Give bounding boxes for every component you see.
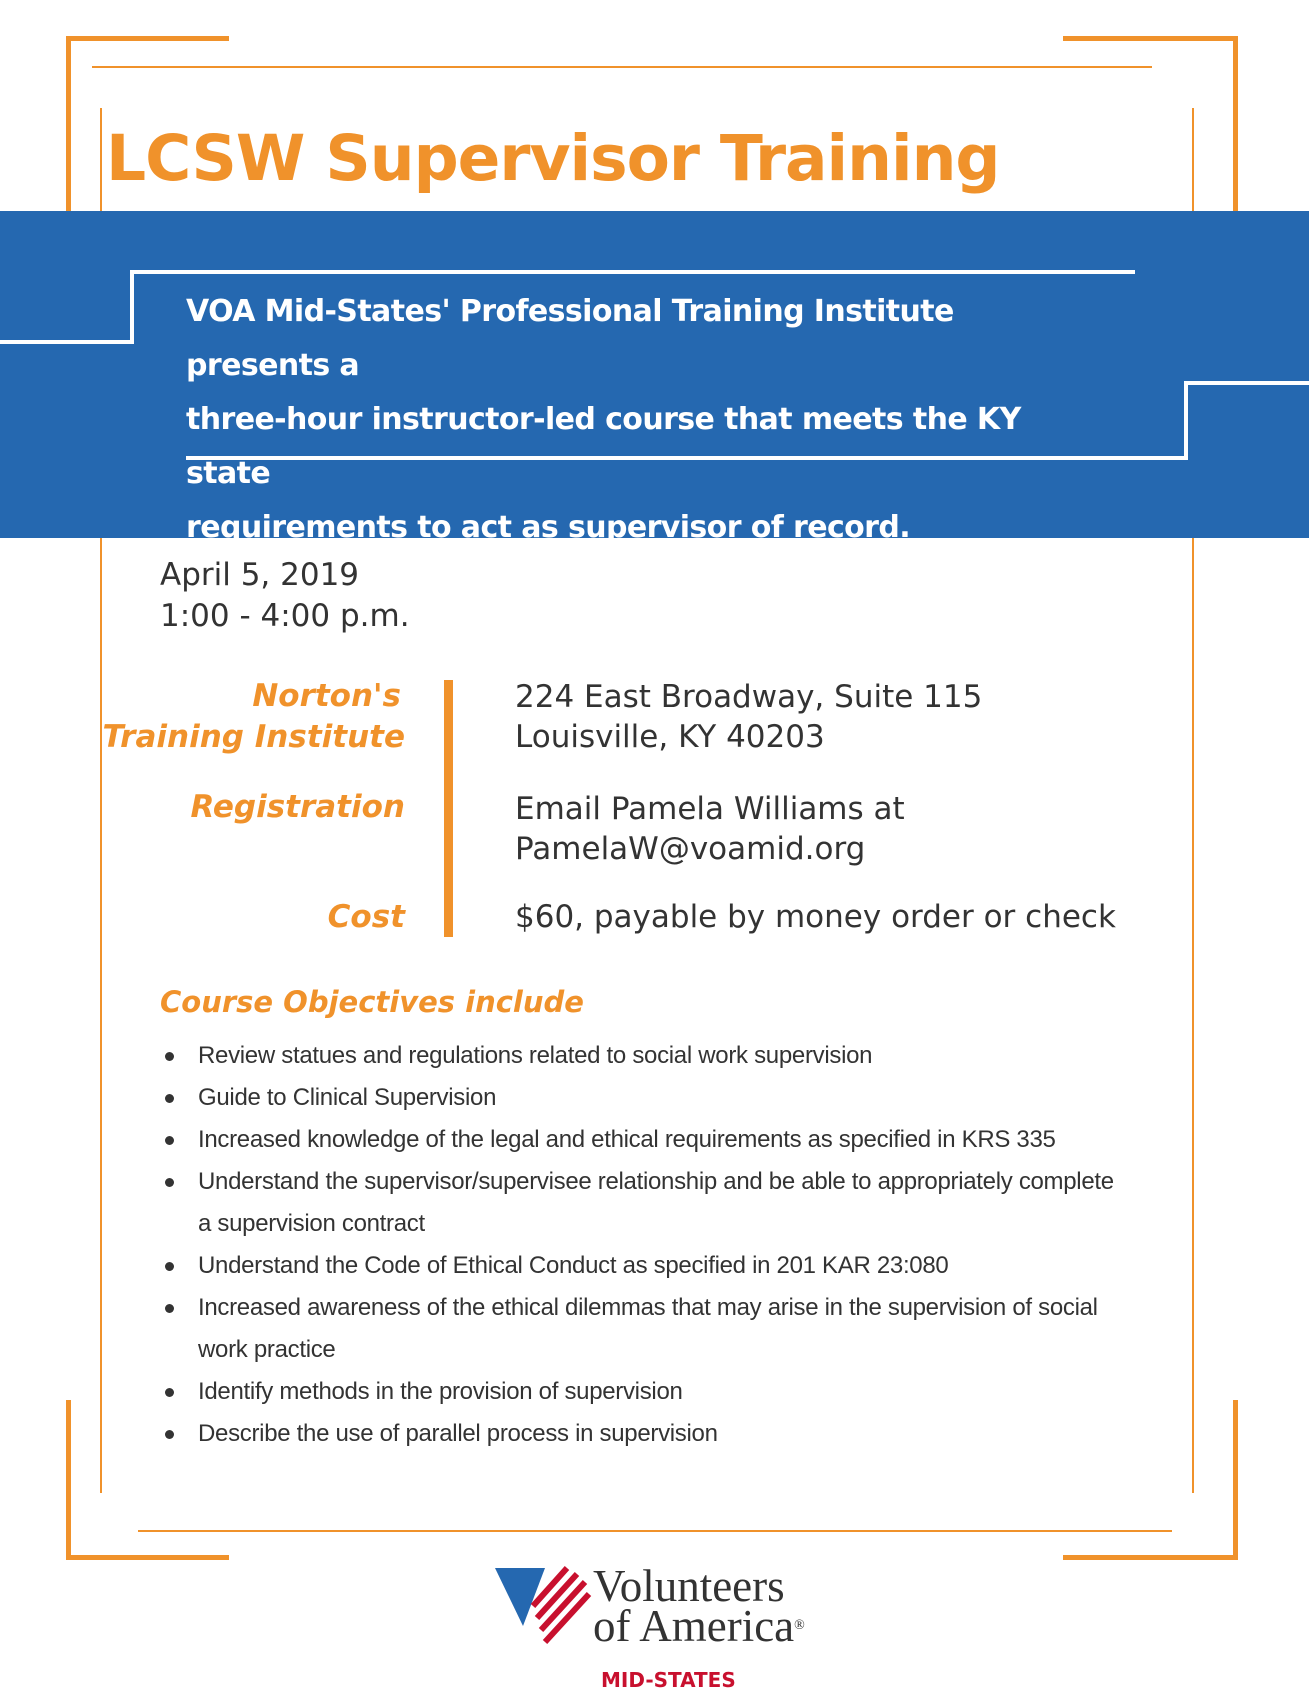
list-item-text: Increased awareness of the ethical dilemmas that may arise in the supervision of social work practice	[198, 1294, 1098, 1363]
bullet-icon	[165, 1304, 174, 1313]
voa-logo	[493, 1561, 823, 1696]
objectives-heading: Course Objectives include	[160, 985, 584, 1019]
list-item-text: Guide to Clinical Supervision	[198, 1084, 497, 1111]
frame-body-right-line	[1192, 538, 1194, 1493]
frame-top-right-vertical	[1233, 36, 1238, 212]
list-item	[160, 1161, 1120, 1245]
list-item	[160, 1077, 1120, 1119]
frame-top-left-horizontal	[66, 36, 229, 41]
page-title: LCSW Supervisor Training	[106, 122, 1000, 195]
voa-logo-subtitle: MID-STATES	[601, 1668, 736, 1692]
voa-logo-name-line-2-wrap	[593, 1601, 805, 1651]
location-label	[102, 676, 405, 758]
frame-bottom-right-vertical	[1233, 1400, 1238, 1560]
voa-logo-name-line-2: of America	[593, 1601, 795, 1651]
banner-line-3: requirements to act as supervisor of record.	[186, 510, 911, 545]
list-item-text: Understand the supervisor/supervisee relationship and be able to appropriately complete a supervision contract	[198, 1168, 1114, 1237]
registered-mark: ®	[794, 1618, 805, 1633]
voa-logo-name-line-1: Volunteers	[593, 1561, 785, 1611]
frame-inner-bottom-line	[138, 1530, 1172, 1532]
banner-line-left	[0, 340, 134, 344]
event-date: April 5, 2019	[160, 557, 360, 593]
banner-line-2: three-hour instructor-led course that meets the KY state	[186, 402, 1021, 491]
list-item-text: Describe the use of parallel process in supervision	[198, 1420, 718, 1447]
list-item-text: Review statues and regulations related to social work supervision	[198, 1042, 873, 1069]
bullet-icon	[165, 1094, 174, 1103]
registration-label: Registration	[190, 789, 405, 825]
list-item-text: Understand the Code of Ethical Conduct as specified in 201 KAR 23:080	[198, 1252, 949, 1279]
event-datetime	[160, 555, 410, 637]
event-time: 1:00 - 4:00 p.m.	[160, 598, 410, 634]
bullet-icon	[165, 1178, 174, 1187]
frame-top-left-vertical	[66, 36, 71, 212]
frame-inner-left-line	[100, 108, 102, 211]
location-label-line-2: Training Institute	[102, 719, 405, 755]
frame-inner-top-line	[92, 66, 1152, 68]
list-item	[160, 1119, 1120, 1161]
objectives-list	[160, 1035, 1120, 1455]
cost-value: $60, payable by money order or check	[515, 899, 1116, 935]
list-item	[160, 1035, 1120, 1077]
location-label-line-1: Norton's	[252, 678, 401, 714]
bullet-icon	[165, 1052, 174, 1061]
bullet-icon	[165, 1430, 174, 1439]
banner-line-right	[1184, 381, 1309, 385]
list-item	[160, 1287, 1120, 1371]
cost-label: Cost	[327, 899, 405, 935]
banner-description	[186, 285, 1086, 555]
bullet-icon	[165, 1388, 174, 1397]
list-item	[160, 1371, 1120, 1413]
frame-bottom-right-horizontal	[1063, 1555, 1238, 1560]
frame-top-right-horizontal	[1063, 36, 1237, 41]
list-item-text: Increased knowledge of the legal and ethical requirements as specified in KRS 335	[198, 1126, 1056, 1153]
bullet-icon	[165, 1262, 174, 1271]
frame-bottom-left-horizontal	[66, 1555, 229, 1560]
banner-line-top	[130, 270, 1135, 274]
location-address-line-2: Louisville, KY 40203	[515, 719, 825, 755]
list-item-text: Identify methods in the provision of supervision	[198, 1378, 683, 1405]
registration-email-link[interactable]: PamelaW@voamid.org	[515, 831, 866, 867]
location-value	[515, 677, 982, 757]
voa-shield-icon	[493, 1566, 593, 1656]
frame-inner-right-line	[1192, 108, 1194, 211]
registration-value	[515, 789, 905, 869]
details-divider	[444, 680, 453, 937]
list-item	[160, 1413, 1120, 1455]
location-address-line-1: 224 East Broadway, Suite 115	[515, 679, 983, 715]
bullet-icon	[165, 1136, 174, 1145]
banner-line-1: VOA Mid-States' Professional Training Institute presents a	[186, 294, 954, 383]
list-item	[160, 1245, 1120, 1287]
banner-line-top-drop	[130, 270, 134, 344]
voa-logo-name	[593, 1561, 805, 1651]
frame-bottom-left-vertical	[66, 1400, 71, 1560]
registration-instructions: Email Pamela Williams at	[515, 791, 905, 827]
banner-line-right-drop	[1184, 381, 1188, 460]
